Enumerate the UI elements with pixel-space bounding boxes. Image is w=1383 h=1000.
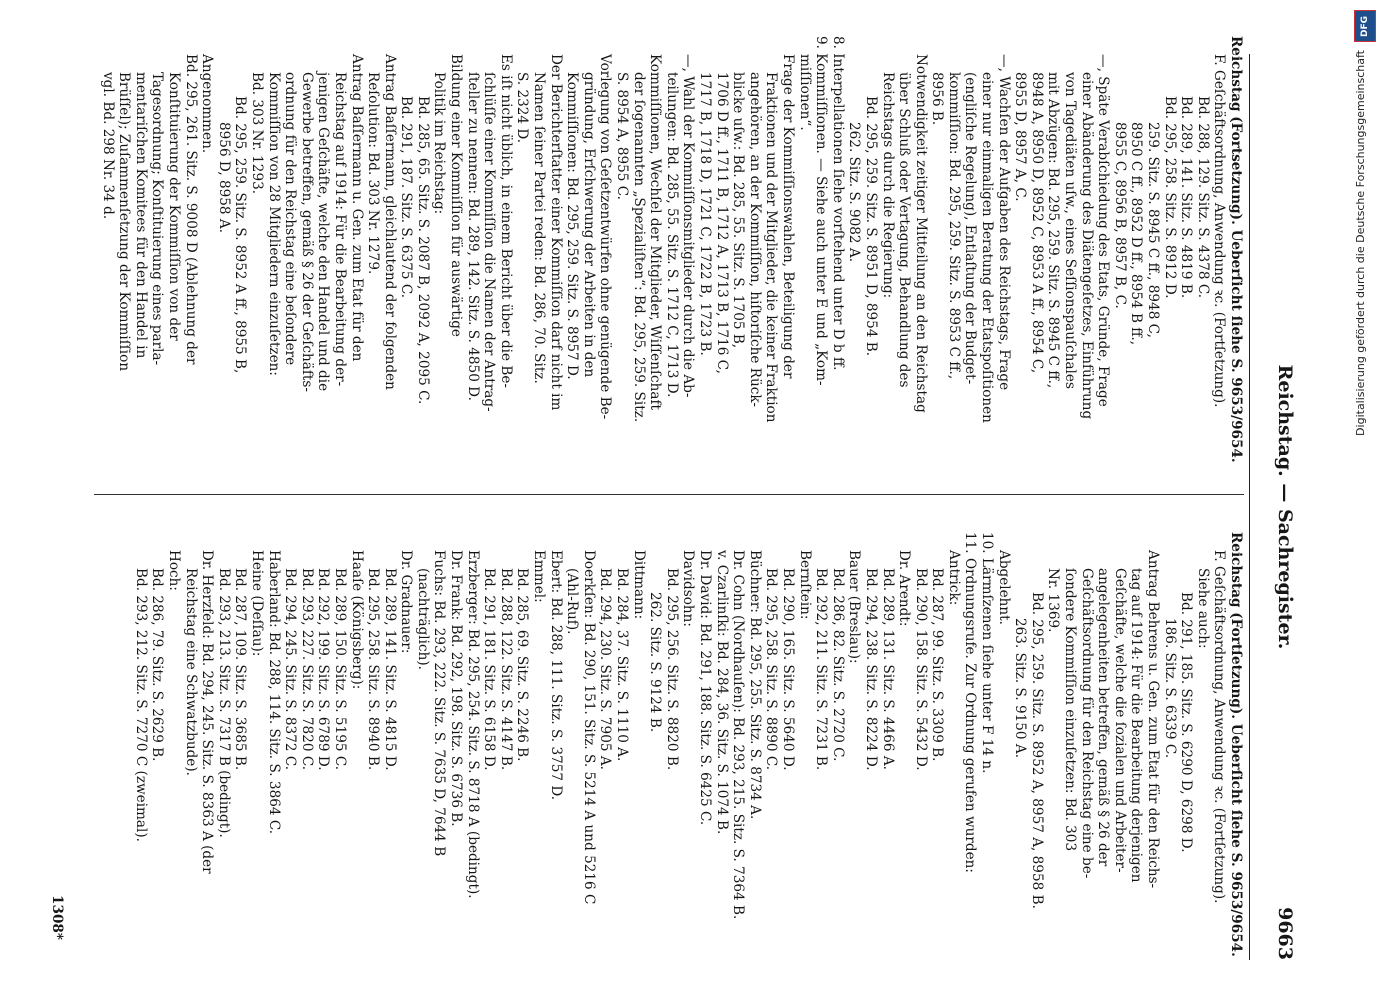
- left-column-line: von Tagediäten uſw., eines Seſſionspauſchales: [1062, 72, 1079, 389]
- left-column-line: Antrag Baſſermann u. Gen. zum Etat für den: [348, 54, 365, 362]
- right-column-line: Bernſtein:: [796, 550, 813, 620]
- left-column-line: S. 8954 A, 8955 C.: [614, 72, 631, 200]
- right-column-line: Doerkſen: Bd. 290, 151. Sitz. S. 5214 A und 5216 C: [580, 550, 597, 905]
- right-column-line: Bd. 291, 181. Sitz. S. 6158 D.: [481, 568, 498, 771]
- right-column-line: Bd. 285, 69. Sitz. S. 2246 B.: [514, 568, 531, 762]
- digitization-margin: [1352, 10, 1380, 990]
- right-column-line: ſondere Kommiſſion einzuſetzen: Bd. 303: [1062, 568, 1079, 852]
- left-column-line: Reſolution: Bd. 303 Nr. 1279.: [365, 72, 382, 275]
- right-column-line: Bd. 290, 158. Sitz. S. 5432 D.: [912, 568, 929, 771]
- right-column-line: Dr. Arendt:: [896, 550, 913, 627]
- digitization-note: Digitalisierung gefördert durch die Deutsche Forschungsgemeinschaft: [1354, 50, 1367, 436]
- right-column-line: Geſchäftsordnung für den Reichstag eine be-: [1078, 568, 1095, 879]
- left-column-line: Bd. 288, 129. Sitz. S. 4378 C.: [1194, 96, 1211, 299]
- left-column-line: F. Geſchäftsordnung, Anwendung ꝛc. (Fortſetzung).: [1211, 54, 1228, 408]
- page-header: [1256, 54, 1296, 960]
- left-column-line: 8956 D, 8958 A.: [215, 122, 232, 234]
- right-column-line: Bd. 294, 230. Sitz. S. 7905 A.: [597, 568, 614, 770]
- right-column-line: Bd. 292, 211. Sitz. S. 7231 B.: [813, 568, 830, 771]
- left-column-line: 8956 B.: [929, 72, 946, 126]
- left-column-line: Politik im Reichstag:: [431, 72, 448, 215]
- right-column-line: 262. Sitz. S. 9124 B.: [647, 592, 664, 733]
- left-column-line: Vorlegung von Geſetzentwürfen ohne genügende Be-: [597, 54, 614, 420]
- right-column-line: Bd. 289, 131. Sitz. S. 4466 A.: [879, 568, 896, 770]
- left-column-line: mit Abzügen: Bd. 295, 259. Sitz. S. 8945 C ff.,: [1045, 72, 1062, 389]
- right-column-line: Antrick:: [945, 550, 962, 606]
- right-column-line: Reichstag (Fortſetzung). Ueberſicht ſiehe S. 9653/9654.: [1228, 532, 1244, 957]
- right-column-line: Dittmann:: [630, 550, 647, 620]
- left-column-line: Bd. 295, 258. Sitz. S. 8912 D.: [1161, 96, 1178, 299]
- left-column-line: —, Wachſen der Aufgaben des Reichstags, Frage: [995, 54, 1012, 391]
- left-column-line: Reichstag (Fortsetzung). Ueberſicht ſiehe S. 9653/9654.: [1228, 36, 1244, 463]
- right-column-line: Bd. 293, 213. Sitz. S. 7317 B (bedingt).: [215, 568, 232, 838]
- left-column-line: Gewerbe betreffen, gemäß § 26 der Geſchäfts-: [298, 72, 315, 392]
- left-column-line: 259. Sitz. S. 8945 C ff., 8948 C,: [1145, 122, 1162, 338]
- left-column-line: 8955 D, 8957 A, C.: [1012, 72, 1029, 202]
- left-column-line: gründung, Erſchwerung der Arbeiten in den: [580, 72, 597, 378]
- left-column-line: Bd. 295, 261. Sitz. S. 9008 D (Ablehnung der: [182, 54, 199, 365]
- right-column-line: Bd. 292, 199. Sitz. S. 6789 D.: [315, 568, 332, 771]
- left-column-line: 1706 D ff., 1711 B, 1712 A, 1713 B, 1716 C,: [713, 72, 730, 374]
- left-column-line: kommiſſion: Bd. 295, 259. Sitz. S. 8953 C ff.,: [945, 72, 962, 380]
- right-column-line: Davidsohn:: [680, 550, 697, 627]
- left-column-line: Der Berichterſtatter einer Kommiſſion darf nicht im: [547, 54, 564, 411]
- left-column-line: mentariſchen Komitees für den Handel in: [132, 72, 149, 359]
- right-column-line: Antrag Behrens u. Gen. zum Etat für den Reichs-: [1145, 550, 1162, 889]
- right-column-line: Dr. Cohn (Nordhauſen): Bd. 293, 215. Sitz. S. 7364 B.: [730, 550, 747, 920]
- right-column-line: Bd. 289, 141. Sitz. S. 4815 D.: [381, 568, 398, 771]
- right-column-line: Büchner: Bd. 295, 255. Sitz. S. 8734 A.: [746, 550, 763, 820]
- left-column-line: 8. Interpellationen ſiehe vorſtehend unter D b ff.: [829, 36, 846, 371]
- right-column-line: Haaſe (Königsberg):: [348, 550, 365, 690]
- right-column-line: Haberland: Bd. 288, 114. Sitz. S. 3864 C.: [265, 550, 282, 835]
- right-column-line: Geſchäfte, welche die ſozialen und Arbeiter-: [1111, 568, 1128, 873]
- right-column-line: Abgelehnt.: [995, 550, 1012, 625]
- right-column-line: Bd. 295, 258. Sitz. S. 8890 C.: [763, 568, 780, 771]
- right-column-line: Dr. Herzfeld: Bd. 294, 245. Sitz. S. 8363 A (der: [199, 550, 216, 874]
- left-column-line: 9. Kommiſſionen. — Siehe auch unter E und „Kom-: [813, 36, 830, 386]
- right-column-line: Dr. David: Bd. 291, 188. Sitz. S. 6425 C.: [697, 550, 713, 826]
- right-column-line: Bd. 288, 122. Sitz. S. 4147 B.: [497, 568, 514, 771]
- right-column-line: Emmel:: [531, 550, 548, 603]
- left-column-line: Notwendigkeit zeitiger Mitteilung an den Reichstag: [912, 54, 929, 413]
- left-column-line: Bd. 303 Nr. 1293.: [248, 72, 265, 195]
- left-column-line: (engliſche Regelung), Entlaſtung der Budget-: [962, 72, 979, 385]
- right-column-line: Bd. 293, 227. Sitz. S. 7820 C.: [298, 568, 315, 771]
- left-column-line: Tagesordnung; Konſtituierung eines parla-: [149, 72, 166, 366]
- right-column-line: Bd. 293, 212. Sitz. S. 7270 C (zweimal).: [132, 568, 149, 843]
- dfg-logo: DFG: [1354, 10, 1376, 42]
- left-column-line: ſchlüſſe einer Kommiſſion die Namen der Antrag-: [481, 72, 498, 412]
- right-column-line: Bd. 290, 165. Sitz. S. 5640 D.: [779, 568, 796, 771]
- right-column-line: (Ahl-Ruf).: [564, 568, 581, 635]
- left-column-line: Angenommen.: [199, 54, 216, 154]
- left-column-line: Brüſſel); Zuſammenſetzung der Kommiſſion: [116, 72, 133, 372]
- right-column-line: F. Geſchäftsordnung, Anwendung ꝛc. (Fortſetzung).: [1211, 550, 1228, 904]
- left-column-line: einer nur einmaligen Beratung der Etatspoſitionen: [979, 72, 996, 423]
- right-column-line: Dr. Frank: Bd. 292, 198. Sitz. S. 6736 B.: [448, 550, 465, 827]
- left-column-line: jenigen Geſchäfte, welche den Handel und die: [315, 72, 332, 392]
- header-rule: [1249, 54, 1250, 960]
- right-column-line: (nachträglich).: [414, 568, 431, 670]
- right-column-line: Erzberger: Bd. 295, 254. Sitz. S. 8718 A (bedingt).: [464, 550, 481, 899]
- left-column-line: ordnung für den Reichstag eine beſondere: [282, 72, 299, 366]
- right-column-line: Bd. 284, 37. Sitz. S. 1110 A.: [614, 568, 631, 762]
- left-column-line: 8955 C, 8956 B, 8957 B, C.: [1111, 122, 1128, 309]
- right-column-line: Reichstag eine Schwatzbude).: [182, 568, 199, 776]
- left-column-line: Fraktionen und der Mitglieder, die keiner Fraktion: [763, 72, 780, 423]
- left-column-line: 8950 C ff., 8952 D ff., 8954 B ff.,: [1128, 122, 1145, 346]
- page-number: 9663: [1274, 907, 1296, 960]
- right-column-line: angelegenheiten betreffen, gemäß § 26 der: [1095, 568, 1112, 867]
- left-column-line: einer Abänderung des Diätengeſetzes, Einführung: [1078, 72, 1095, 420]
- right-column-line: Bd. 295, 256. Sitz. S. 8820 B.: [663, 568, 680, 771]
- right-column-line: Hoch:: [166, 550, 182, 591]
- left-column: [99, 36, 1244, 474]
- right-column-line: Fuchs: Bd. 293, 222. Sitz. S. 7635 D, 7644 B: [431, 550, 448, 857]
- right-column-line: Heine (Deſſau):: [248, 550, 265, 657]
- right-column-line: Bd. 286, 79. Sitz. S. 2629 B.: [149, 568, 166, 762]
- right-column-line: 263. Sitz. S. 9150 A.: [1012, 618, 1029, 759]
- right-column-line: Siehe auch:: [1194, 568, 1211, 649]
- left-column-line: über Schluß oder Vertagung, Behandlung des: [896, 72, 913, 388]
- right-column-line: Ebert: Bd. 288, 111. Sitz. S. 3757 D.: [547, 550, 564, 801]
- right-column-line: Nr. 1369.: [1045, 568, 1062, 633]
- left-column-line: Frage der Kommiſſionswahlen, Beteiligung der: [779, 54, 796, 379]
- left-column-line: der ſogenannten „Spezialiſten“: Bd. 295, 259. Sitz.: [630, 72, 647, 423]
- left-column-line: miſſionen“.: [796, 54, 813, 131]
- left-column-line: S. 2324 D.: [514, 72, 531, 144]
- left-column-line: Kommiſſion von 28 Mitgliedern einzuſetzen:: [265, 72, 282, 376]
- left-column-line: angehören, an der Kommiſſion, hiſtoriſche Rück-: [746, 72, 763, 407]
- left-column-line: Kommiſſionen, Wechſel der Mitglieder, Wiſſenſchaft: [647, 54, 664, 410]
- right-column-line: Bauer (Breslau):: [846, 550, 863, 664]
- left-column-line: Reichstags durch die Regierung:: [879, 72, 896, 299]
- right-column-line: Bd. 287, 99. Sitz. S. 3309 B.: [929, 568, 946, 762]
- right-column-line: Bd. 287, 109. Sitz. S. 3685 B.: [232, 568, 249, 771]
- left-column-line: Konſtituierung der Kommiſſion von der: [166, 72, 182, 341]
- right-column-line: 186. Sitz. S. 6339 C.: [1161, 618, 1178, 759]
- left-column-line: blicke uſw.: Bd. 285, 55. Sitz. S. 1705 B,: [730, 72, 747, 349]
- right-column: [132, 532, 1244, 970]
- right-column-line: v. Czarlinſki: Bd. 284, 36. Sitz. S. 1074 B.: [713, 550, 730, 835]
- left-column-line: Es iſt nicht üblich, in einem Bericht über die Be-: [497, 54, 514, 389]
- left-column-line: Bildung einer Kommiſſion für auswärtige: [448, 54, 465, 337]
- right-column-line: 10. Lärmſzenen ſiehe unter F 14 n.: [979, 532, 996, 774]
- right-column-line: Bd. 295, 259. Sitz. S. 8952 A, 8957 A, 8958 B.: [1028, 592, 1045, 909]
- right-column-line: Bd. 294, 238. Sitz. S. 8224 D.: [862, 568, 879, 771]
- right-column-line: tag auf 1914: Für die Bearbeitung derjenigen: [1128, 568, 1145, 883]
- left-column-line: 262. Sitz. S. 9082 A.: [846, 122, 863, 263]
- left-column-line: Antrag Baſſermann, gleichlautend der folgenden: [381, 54, 398, 390]
- right-column-line: Bd. 291, 185. Sitz. S. 6290 D, 6298 D.: [1178, 592, 1195, 853]
- left-column-line: Kommiſſionen: Bd. 295, 259. Sitz. S. 8957 D.: [564, 72, 581, 380]
- left-column-line: ſteller zu nennen: Bd. 289, 142. Sitz. S. 4850 D.: [464, 72, 481, 401]
- left-column-line: vgl. Bd. 298 Nr. 34 d.: [99, 72, 116, 220]
- right-column-line: Dr. Gradnauer:: [398, 550, 415, 654]
- left-column-line: Bd. 291, 187. Sitz. S. 6375 C.: [398, 96, 415, 299]
- left-column-line: Bd. 295, 259. Sitz. S. 8952 A ff., 8955 B,: [232, 96, 249, 374]
- right-column-line: Bd. 289, 150. Sitz. S. 5195 C.: [331, 568, 348, 771]
- right-column-line: 11. Ordnungsrufe. Zur Ordnung gerufen wurden:: [962, 532, 979, 873]
- right-column-line: Bd. 294, 245. Sitz. S. 8372 C.: [282, 568, 299, 771]
- right-column-line: Bd. 286, 82. Sitz. S. 2720 C.: [829, 568, 846, 762]
- left-column-line: —, Späte Verabſchiedung des Etats, Gründe, Frage: [1095, 54, 1112, 407]
- left-column-line: teilungen: Bd. 285, 55. Sitz. S. 1712 C, 1713 D.: [663, 72, 680, 398]
- left-column-line: Bd. 289, 141. Sitz. S. 4819 B.: [1178, 96, 1195, 299]
- column-divider: [94, 494, 1244, 495]
- left-column-line: Bd. 285, 65. Sitz. S. 2087 B, 2092 A, 2095 C.: [414, 96, 431, 405]
- left-column-line: 8948 A, 8950 D, 8952 C, 8953 A ff., 8954 C,: [1028, 72, 1045, 374]
- left-column-line: —, Wahl der Kommiſſionsmitglieder durch die Ab-: [680, 54, 697, 398]
- left-column-line: 1717 B, 1718 D, 1721 C, 1722 B, 1723 B.: [697, 72, 713, 356]
- left-column-line: Namen ſeiner Partei reden: Bd. 286, 70. Sitz.: [531, 72, 548, 384]
- sheet-signature: 1308*: [49, 895, 65, 940]
- page-title: Reichstag. — Sachregister.: [1274, 364, 1296, 650]
- right-column-line: Bd. 295, 258. Sitz. S. 8940 B.: [365, 568, 382, 771]
- left-column-line: Bd. 295, 259. Sitz. S. 8951 D, 8954 B.: [862, 96, 879, 357]
- left-column-line: Reichstag auf 1914: Für die Bearbeitung der-: [331, 72, 348, 387]
